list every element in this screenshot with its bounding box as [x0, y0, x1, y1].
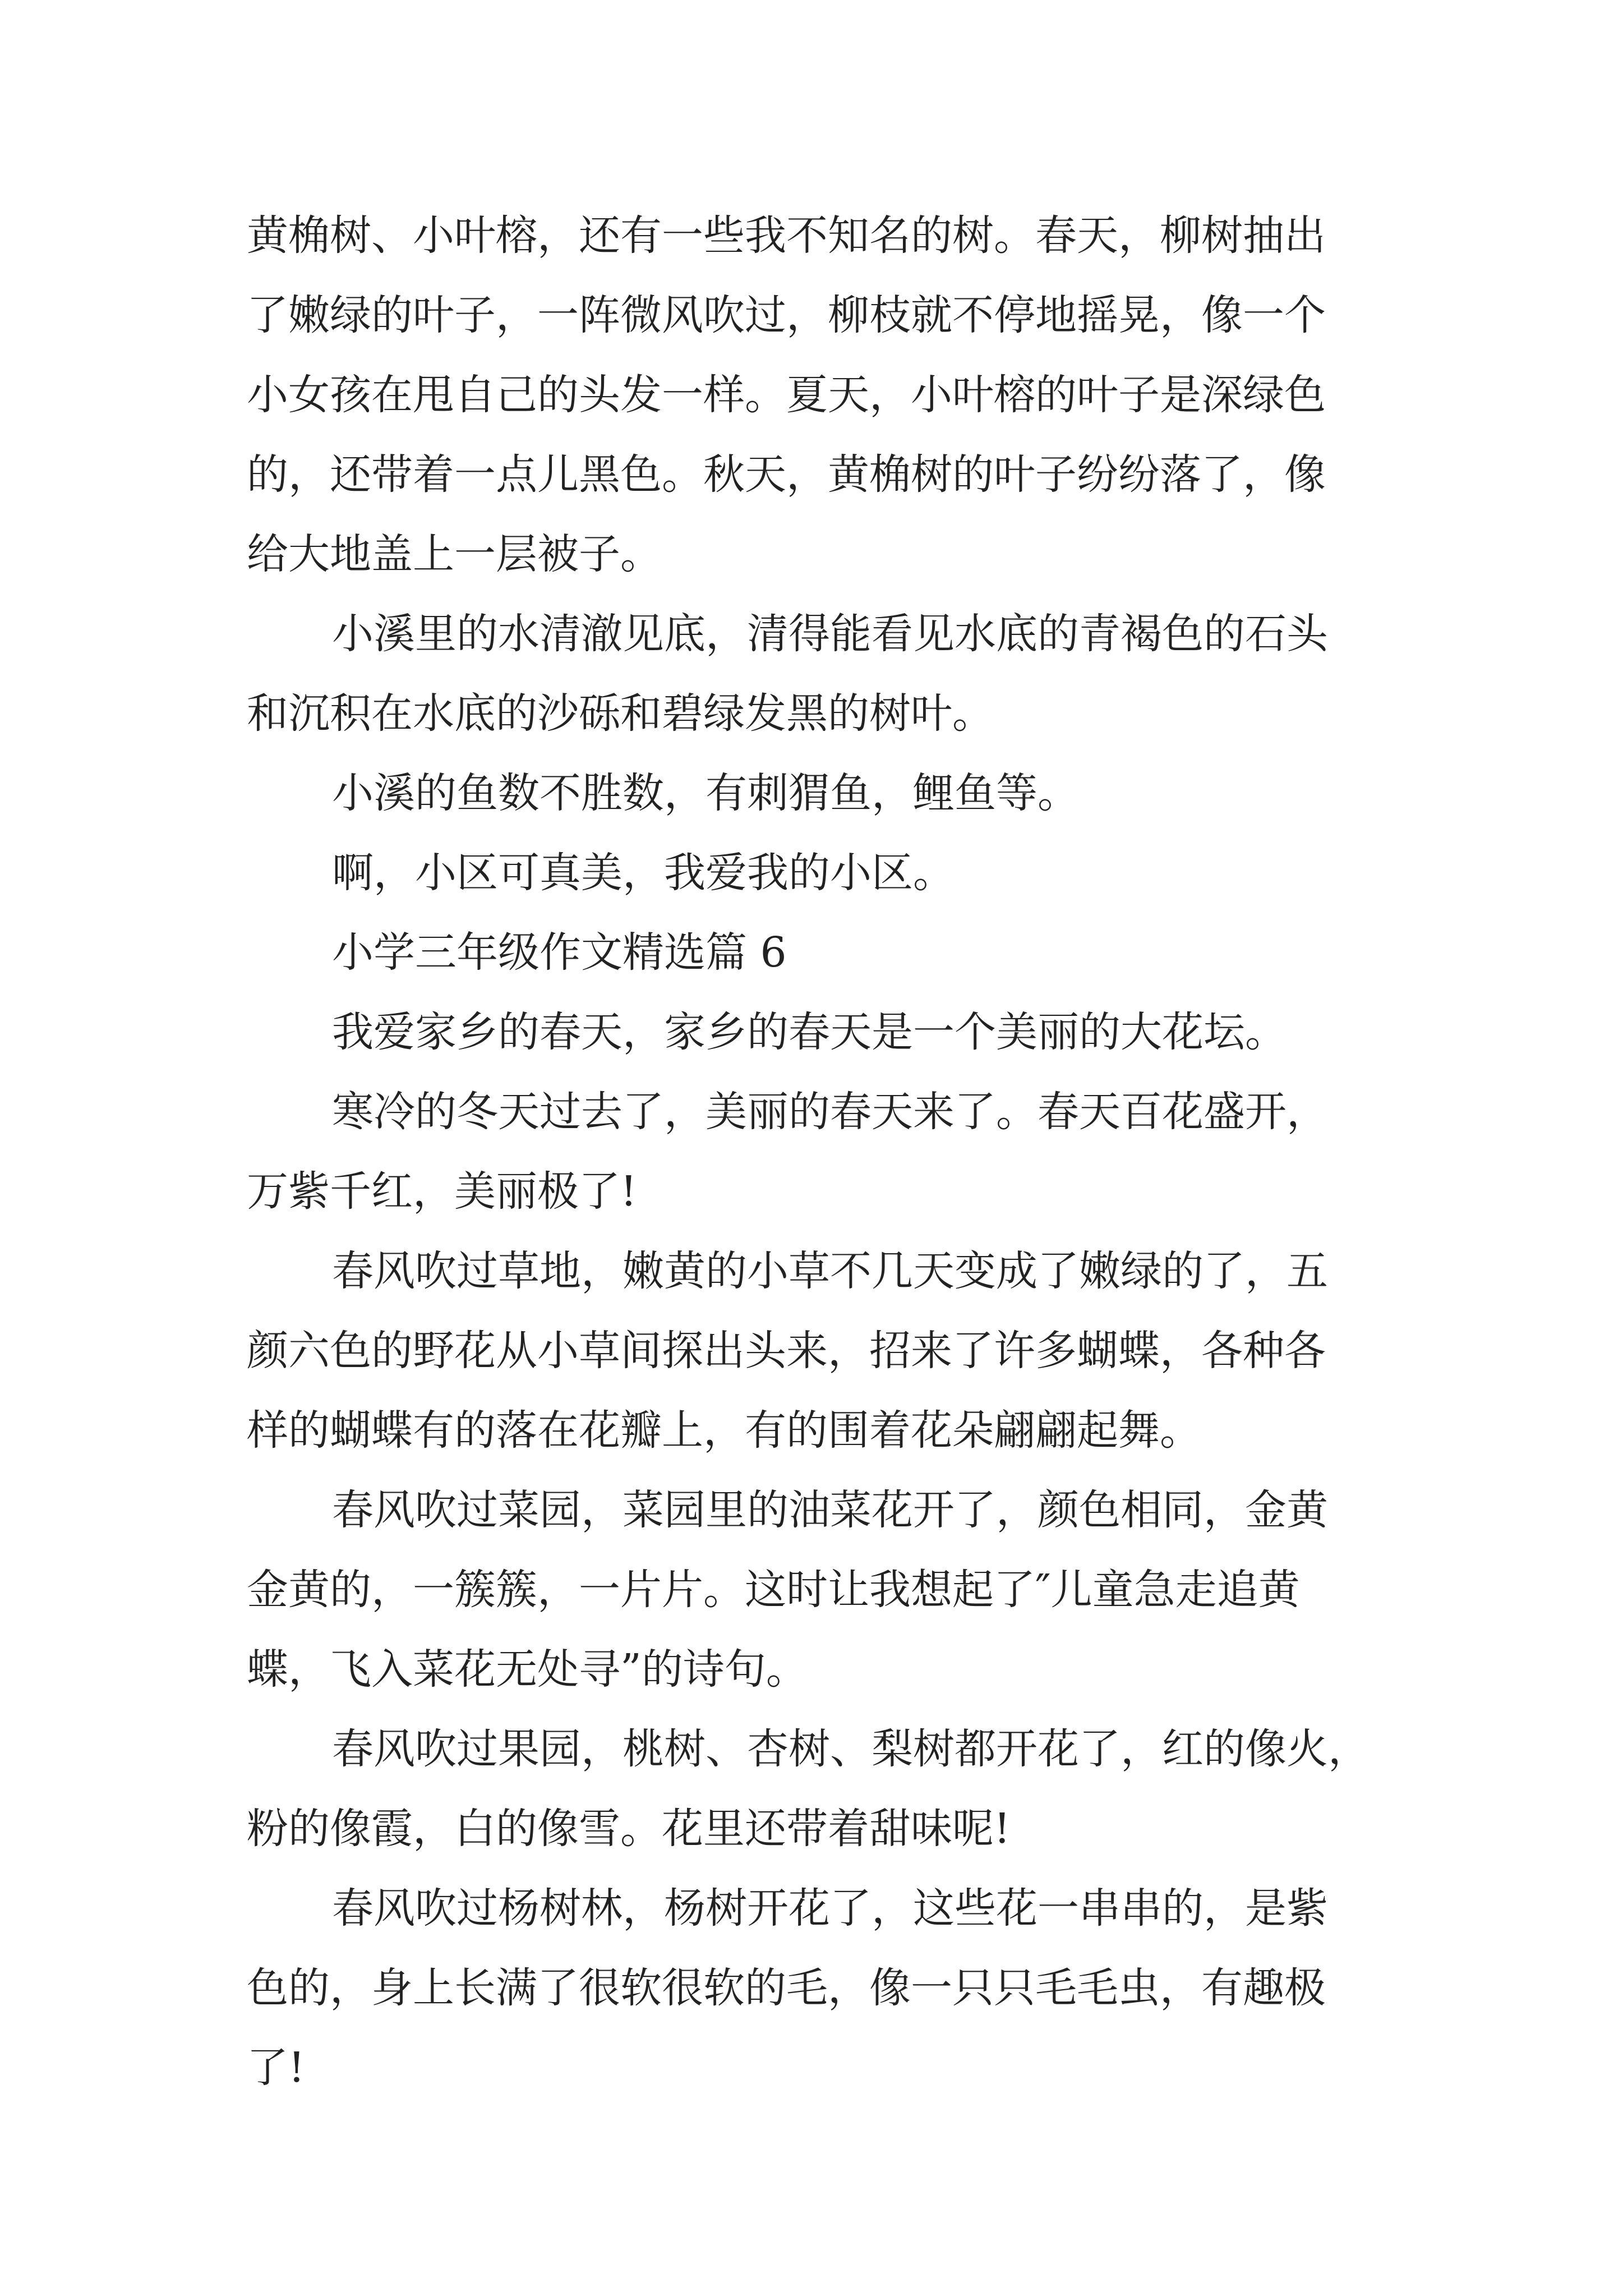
text-line: 小女孩在甩自己的头发一样。夏天，小叶榕的叶子是深绿色 — [247, 371, 1326, 419]
paragraph-first-line: 春风吹过菜园，菜园里的油菜花开了，颜色相同，金黄 — [332, 1486, 1328, 1534]
text-line: 了嫩绿的叶子，一阵微风吹过，柳枝就不停地摇晃，像一个 — [247, 291, 1326, 339]
paragraph-first-line: 寒冷的冬天过去了，美丽的春天来了。春天百花盛开， — [332, 1088, 1328, 1136]
text-line: 样的蝴蝶有的落在花瓣上，有的围着花朵翩翩起舞。 — [247, 1406, 1201, 1455]
paragraph-first-line: 春风吹过草地，嫩黄的小草不几天变成了嫩绿的了，五 — [332, 1247, 1328, 1295]
text-line: 万紫千红，美丽极了! — [247, 1167, 637, 1216]
text-line: 蝶，飞入菜花无处寻”的诗句。 — [247, 1645, 808, 1694]
paragraph-first-line: 春风吹过杨树林，杨树开花了，这些花一串串的，是紫 — [332, 1884, 1328, 1932]
text-line: 色的，身上长满了很软很软的毛，像一只只毛毛虫，有趣极 — [247, 1964, 1326, 2012]
paragraph-first-line: 我爱家乡的春天，家乡的春天是一个美丽的大花坛。 — [332, 1008, 1287, 1056]
text-line: 的，还带着一点儿黑色。秋天，黄桷树的叶子纷纷落了，像 — [247, 450, 1326, 499]
text-line: 金黄的，一簇簇，一片片。这时让我想起了″儿童急走追黄 — [247, 1566, 1300, 1614]
paragraph-first-line: 小溪的鱼数不胜数，有刺猬鱼，鲤鱼等。 — [332, 769, 1079, 817]
text-line: 黄桷树、小叶榕，还有一些我不知名的树。春天，柳树抽出 — [247, 211, 1326, 260]
paragraph-first-line: 春风吹过果园，桃树、杏树、梨树都开花了，红的像火， — [332, 1725, 1370, 1773]
text-line: 颜六色的野花从小草间探出头来，招来了许多蝴蝶，各种各 — [247, 1327, 1326, 1375]
text-line: 粉的像霞，白的像雪。花里还带着甜味呢! — [247, 1805, 1011, 1853]
text-line: 了! — [247, 2044, 305, 2092]
text-line: 和沉积在水底的沙砾和碧绿发黑的树叶。 — [247, 689, 994, 738]
text-line: 给大地盖上一层被子。 — [247, 530, 662, 578]
section-heading: 小学三年级作文精选篇 6 — [332, 928, 787, 977]
paragraph-first-line: 小溪里的水清澈见底，清得能看见水底的青褐色的石头 — [332, 610, 1328, 658]
paragraph-first-line: 啊，小区可真美，我爱我的小区。 — [332, 849, 955, 897]
